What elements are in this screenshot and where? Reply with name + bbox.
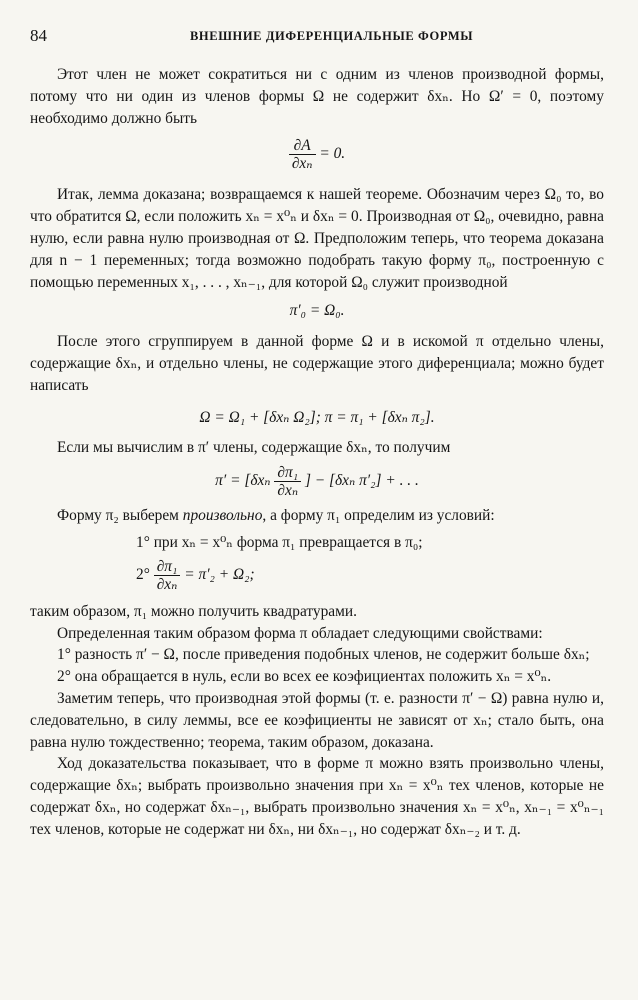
eq1-numerator: ∂A	[289, 137, 316, 155]
p5-start: Форму π₂ выберем	[57, 507, 183, 525]
cond2-denominator: ∂xₙ	[156, 575, 178, 593]
page-header	[30, 26, 602, 46]
paragraph-2: Итак, лемма доказана; возвращаемся к нашей теореме. Обозначим через Ω₀ то, во что обратится Ω, если положить xₙ = x⁰ₙ и δxₙ = 0. Производная от Ω₀, очевидно, равна нулю, если равна нулю производная от Ω. Предположим теперь, что теорема доказана для n − 1 переменных; тогда возможно подобрать такую форму π₀, построенную с помощью переменных x₁, . . . , xₙ₋₁, для которой Ω₀ служит производной	[30, 186, 604, 291]
p5-end: , а форму π₁ определим из условий:	[262, 507, 495, 525]
equation-3: Ω = Ω₁ + [δxₙ Ω₂]; π = π₁ + [δxₙ π₂].	[199, 408, 435, 426]
eq4-denominator: ∂xₙ	[277, 482, 299, 500]
paragraph-5	[30, 505, 604, 527]
cond2-rest: = π′₂ + Ω₂;	[184, 565, 255, 583]
cond2-fraction	[154, 558, 181, 593]
paragraph-6: таким образом, π₁ можно получить квадратурами.	[30, 602, 357, 620]
equation-2: π′₀ = Ω₀.	[289, 302, 345, 320]
eq4-numerator: ∂π₁	[274, 464, 301, 482]
condition-1: 1° при xₙ = x⁰ₙ форма π₁ превращается в π₀;	[136, 533, 423, 551]
paragraph-4: Если мы вычислим в π′ члены, содержащие δxₙ, то получим	[57, 439, 451, 457]
paragraph-11: Ход доказательства показывает, что в форме π можно взять произвольно члены, содержащие δxₙ; выбрать произвольно значения при xₙ = x⁰ₙ тех членов, которые не содержат δxₙ, но содержат δxₙ₋₁, выбрать произвольно значения xₙ = x⁰ₙ, xₙ₋₁ = x⁰ₙ₋₁ тех членов, которые не содержат ни δxₙ, ни δxₙ₋₁, но содержат δxₙ₋₂ и т. д.	[30, 755, 604, 838]
eq1-fraction	[289, 137, 316, 172]
running-title: ВНЕШНИЕ ДИФЕРЕНЦИАЛЬНЫЕ ФОРМЫ	[190, 29, 474, 43]
equation-4	[30, 464, 604, 499]
page-body	[30, 64, 604, 841]
p5-emphasis: произвольно	[182, 507, 263, 525]
eq4-fraction	[274, 464, 301, 499]
equation-1	[30, 137, 604, 172]
page-number: 84	[30, 26, 47, 45]
cond2-number: 2°	[136, 565, 154, 583]
cond2-numerator: ∂π₁	[154, 558, 181, 576]
eq1-denominator: ∂xₙ	[291, 155, 313, 173]
paragraph-1: Этот член не может сократиться ни с одним из членов производной формы, потому что ни один из членов формы Ω не содержит δxₙ. Но Ω′ = 0, поэтому необходимо должно быть	[30, 66, 604, 127]
paragraph-7: Определенная таким образом форма π обладает следующими свойствами:	[57, 624, 543, 642]
paragraph-9: 2° она обращается в нуль, если во всех ее коэфициентах положить xₙ = x⁰ₙ.	[57, 668, 552, 686]
eq4-right: ] − [δxₙ π′₂] + . . .	[304, 472, 419, 490]
paragraph-10: Заметим теперь, что производная этой формы (т. е. разности π′ − Ω) равна нулю и, следовательно, в силу леммы, все ее коэфициенты не зависят от xₙ; стало быть, она равна нулю тождественно; теорема, таким образом, доказана.	[30, 689, 604, 751]
eq4-left: π′ = [δxₙ	[215, 472, 271, 490]
condition-2	[30, 558, 604, 593]
paragraph-3: После этого сгруппируем в данной форме Ω и в искомой π отдельно члены, содержащие δxₙ, и отдельно члены, не содержащие этого диференциала; можно будет написать	[30, 333, 604, 394]
eq1-rest: = 0.	[319, 145, 346, 163]
paragraph-8: 1° разность π′ − Ω, после приведения подобных членов, не содержит больше δxₙ;	[57, 646, 590, 664]
